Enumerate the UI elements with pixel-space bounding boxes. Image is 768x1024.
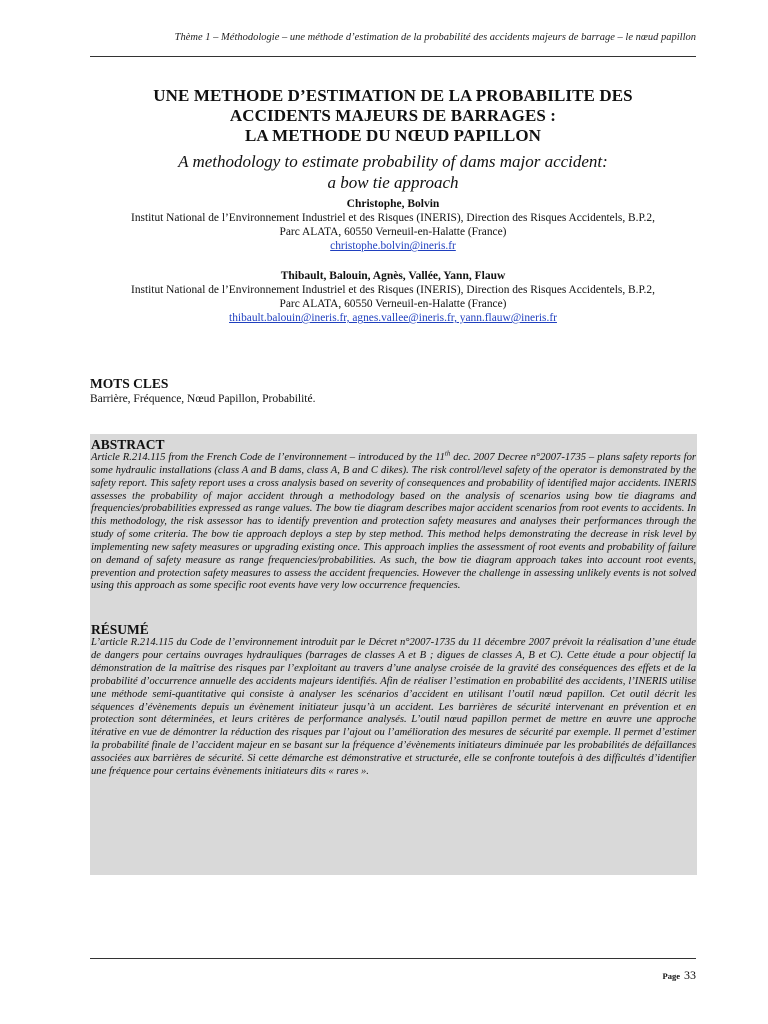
footer-divider (90, 958, 696, 959)
english-subtitle (90, 151, 696, 193)
author-address: Parc ALATA, 60550 Verneuil-en-Halatte (France) (279, 226, 507, 238)
author-affiliation: Institut National de l’Environnement Industriel et des Risques (INERIS), Direction des Risques Accidentels, B.P.2, (131, 212, 655, 224)
page-number (663, 966, 696, 984)
subtitle-line-2: a bow tie approach (327, 173, 459, 192)
running-header-text: Thème 1 – Méthodologie – une méthode d’estimation de la probabilité des accidents majeurs de barrage – le nœud papillon (174, 32, 696, 43)
keywords-text: Barrière, Fréquence, Nœud Papillon, Probabilité. (90, 393, 316, 405)
page-label: Page (662, 971, 680, 981)
resume-heading: RÉSUMÉ (91, 622, 149, 638)
main-title-line-2: ACCIDENTS MAJEURS DE BARRAGES : (229, 106, 557, 125)
author-name: Thibault, Balouin, Agnès, Vallée, Yann, Flauw (280, 270, 506, 282)
title-block (90, 86, 696, 325)
abstract-heading: ABSTRACT (91, 437, 165, 452)
subtitle-line-1: A methodology to estimate probability of dams major accident: (178, 152, 608, 171)
author-email-links[interactable]: thibault.balouin@ineris.fr, agnes.vallee@ineris.fr, yann.flauw@ineris.fr (229, 312, 557, 324)
author-address: Parc ALATA, 60550 Verneuil-en-Halatte (France) (279, 298, 507, 310)
abstract-text: Article R.214.115 from the French Code de l’environnement – introduced by the 11th dec. 2007 Decree n°2007-1735 – plans safety reports for some hydraulic installations (class A and B dams, class A, B and C dikes). The risk control/level safety of the operator is demonstrated by the safety report. This safety report uses a cross analysis based on severity of consequences and probability of identified major accidents. INERIS assesses the probability of major accident through a methodology based on the analysis of scenarios using bow tie diagrams and frequencies/probabilities expressed as range values. The bow tie diagram describes major accident scenarios from root events to accidents. In this methodology, the risk assessor has to identify prevention and protection safety measures and analyses their performances through the study of some criteria. The bow tie approach deploys a step by step method. This method helps demonstrating the decrease in risk level by implementing new safety measures or upgrading existing once. This approach implies the assessment of root events and probability of failure on demand of safety measure as range frequencies/probabilities. As such, the bow tie diagram approach takes into account root events, prevention and protection safety measures to assess the accident frequencies. However the challenge in assessing unlikely events is not solved using this approach as some specific root events have very low occurrence frequencies. (91, 449, 696, 592)
page-number-value: 33 (684, 968, 696, 982)
running-header (90, 30, 696, 57)
resume-text: L’article R.214.115 du Code de l’environnement introduit par le Décret n°2007-1735 du 11 décembre 2007 prévoit la réalisation d’une étude de dangers pour certains ouvrages hydrauliques (barrages de classes A et B ; digues de classes A, B et C). Cette étude a pour objectif la démonstration de la maîtrise des risques par l’exploitant au travers d’une analyse croisée de la gravité des conséquences des effets et de la probabilité d’occurrence annuelle des accidents majeurs identifiés. Afin de réaliser l’estimation en probabilité des accidents, l’INERIS utilise une méthode semi-quantitative qui consiste à analyser les scénarios d’accident en utilisant l’outil nœud papillon. Cet outil décrit les séquences d’évènements depuis un évènement initiateur jusqu’à un accident. Les barrières de sécurité intervenant en prévention et en protection sont déterminées, et leurs critères de performance analysés. L’outil nœud papillon permet de mettre en œuvre une approche itérative en vue de démontrer la réduction des risques par l’ajout ou l’amélioration des mesures de sécurité par exemple. Il permet d’estimer la probabilité finale de l’accident majeur en se basant sur la fréquence d’évènements initiateurs diminuée par les probabilités de défaillances associées aux barrières de sécurité. Si cette démarche est démonstrative et structurée, elle se confronte toutefois à des difficultés d’identifier une fréquence pour certains évènements initiateurs dits « rares ». (91, 637, 696, 777)
author-name: Christophe, Bolvin (346, 198, 440, 210)
keywords-section (90, 376, 696, 406)
author-block-2 (90, 269, 696, 325)
author-block-1 (90, 197, 696, 253)
abstract-resume-box (90, 434, 697, 875)
author-email-link[interactable]: christophe.bolvin@ineris.fr (330, 240, 456, 252)
ordinal-superscript: th (444, 449, 451, 458)
keywords-heading: MOTS CLES (90, 376, 169, 391)
main-title-line-3: LA METHODE DU NŒUD PAPILLON (244, 126, 542, 145)
main-title-line-1: UNE METHODE D’ESTIMATION DE LA PROBABILITE DES (153, 86, 633, 105)
author-affiliation: Institut National de l’Environnement Industriel et des Risques (INERIS), Direction des Risques Accidentels, B.P.2, (131, 284, 655, 296)
